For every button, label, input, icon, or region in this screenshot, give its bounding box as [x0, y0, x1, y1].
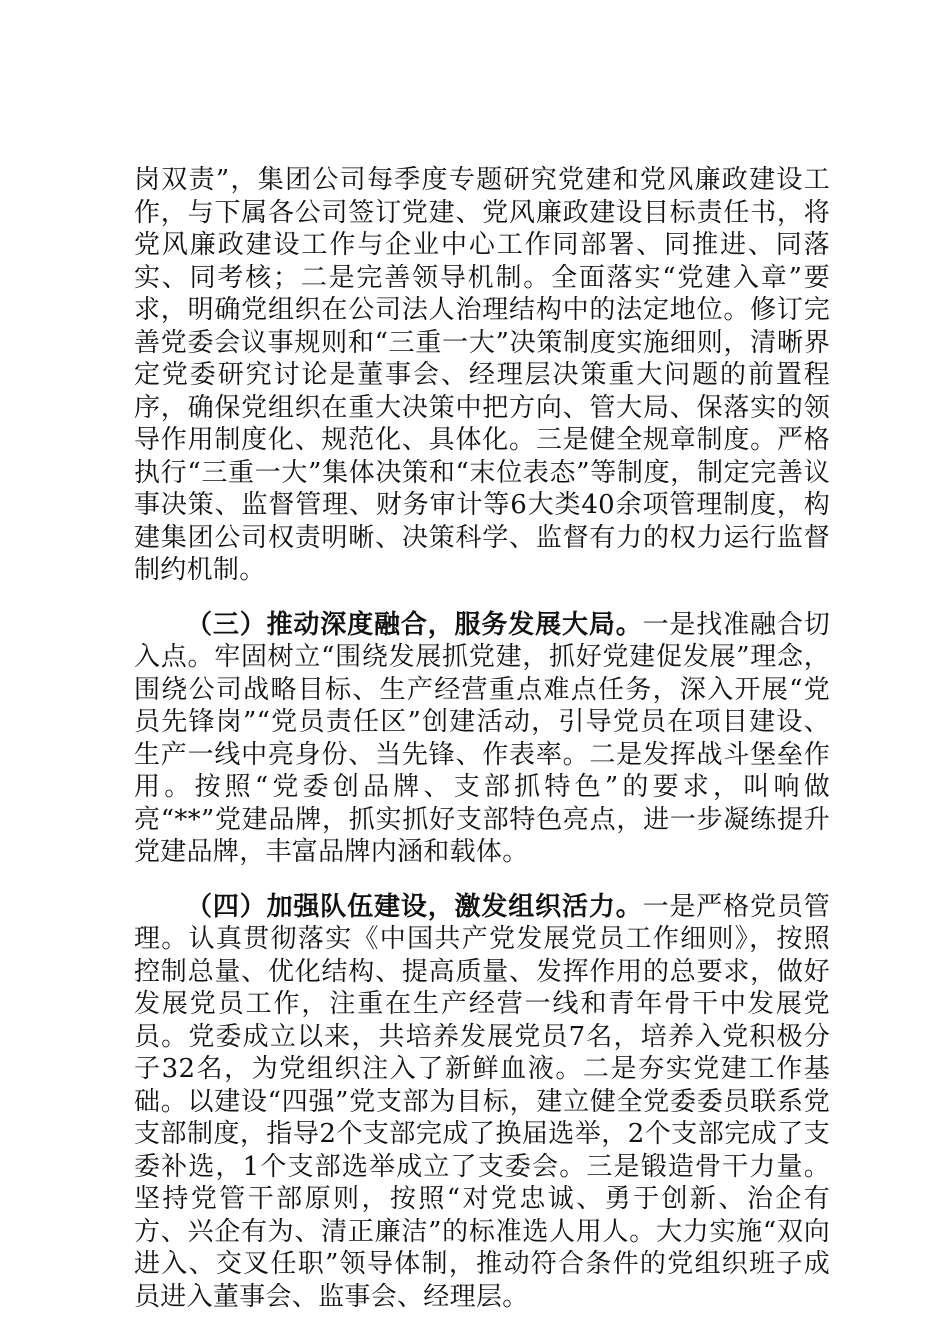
section-heading: （三）推动深度融合，服务发展大局。	[186, 609, 643, 640]
paragraph-body: 一是严格党员管理。认真贯彻落实《中国共产党发展党员工作细则》，按照控制总量、优化结构、提高质量、发挥作用的总要求，做好发展党员工作，注重在生产经营一线和青年骨干中发展党员。党委成立以来，共培养发展党员7名，培养入党积极分子32名，为党组织注入了新鲜血液。二是夯实党建工作基础。以建设“四强”党支部为目标，建立健全党委委员联系党支部制度，指导2个支部完成了换届选举，2个支部完成了支委补选，1个支部选举成立了支委会。三是锻造骨干力量。坚持党管干部原则，按照“对党忠诚、勇于创新、治企有方、兴企有为、清正廉洁”的标准选人用人。大力实施“双向进入、交叉任职”领导体制，推动符合条件的党组织班子成员进入董事会、监事会、经理层。	[134, 891, 830, 1312]
paragraph-continuation	[134, 164, 830, 587]
paragraph-section-4	[134, 891, 830, 1314]
paragraph-section-3	[134, 609, 830, 869]
paragraph-body: 岗双责”，集团公司每季度专题研究党建和党风廉政建设工作，与下属各公司签订党建、党风廉政建设目标责任书，将党风廉政建设工作与企业中心工作同部署、同推进、同落实、同考核；二是完善领导机制。全面落实“党建入章”要求，明确党组织在公司法人治理结构中的法定地位。修订完善党委会议事规则和“三重一大”决策制度实施细则，清晰界定党委研究讨论是董事会、经理层决策重大问题的前置程序，确保党组织在重大决策中把方向、管大局、保落实的领导作用制度化、规范化、具体化。三是健全规章制度。严格执行“三重一大”集体决策和“末位表态”等制度，制定完善议事决策、监督管理、财务审计等6大类40余项管理制度，构建集团公司权责明晰、决策科学、监督有力的权力运行监督制约机制。	[134, 165, 830, 585]
section-heading: （四）加强队伍建设，激发组织活力。	[186, 891, 643, 922]
paragraph-body: 一是找准融合切入点。牢固树立“围绕发展抓党建，抓好党建促发展”理念，围绕公司战略目标、生产经营重点难点任务，深入开展“党员先锋岗”“党员责任区”创建活动，引导党员在项目建设、生产一线中亮身份、当先锋、作表率。二是发挥战斗堡垒作用。按照“党委创品牌、支部抓特色”的要求，叫响做亮“**”党建品牌，抓实抓好支部特色亮点，进一步凝练提升党建品牌，丰富品牌内涵和载体。	[134, 609, 830, 867]
document-body	[134, 164, 830, 1335]
